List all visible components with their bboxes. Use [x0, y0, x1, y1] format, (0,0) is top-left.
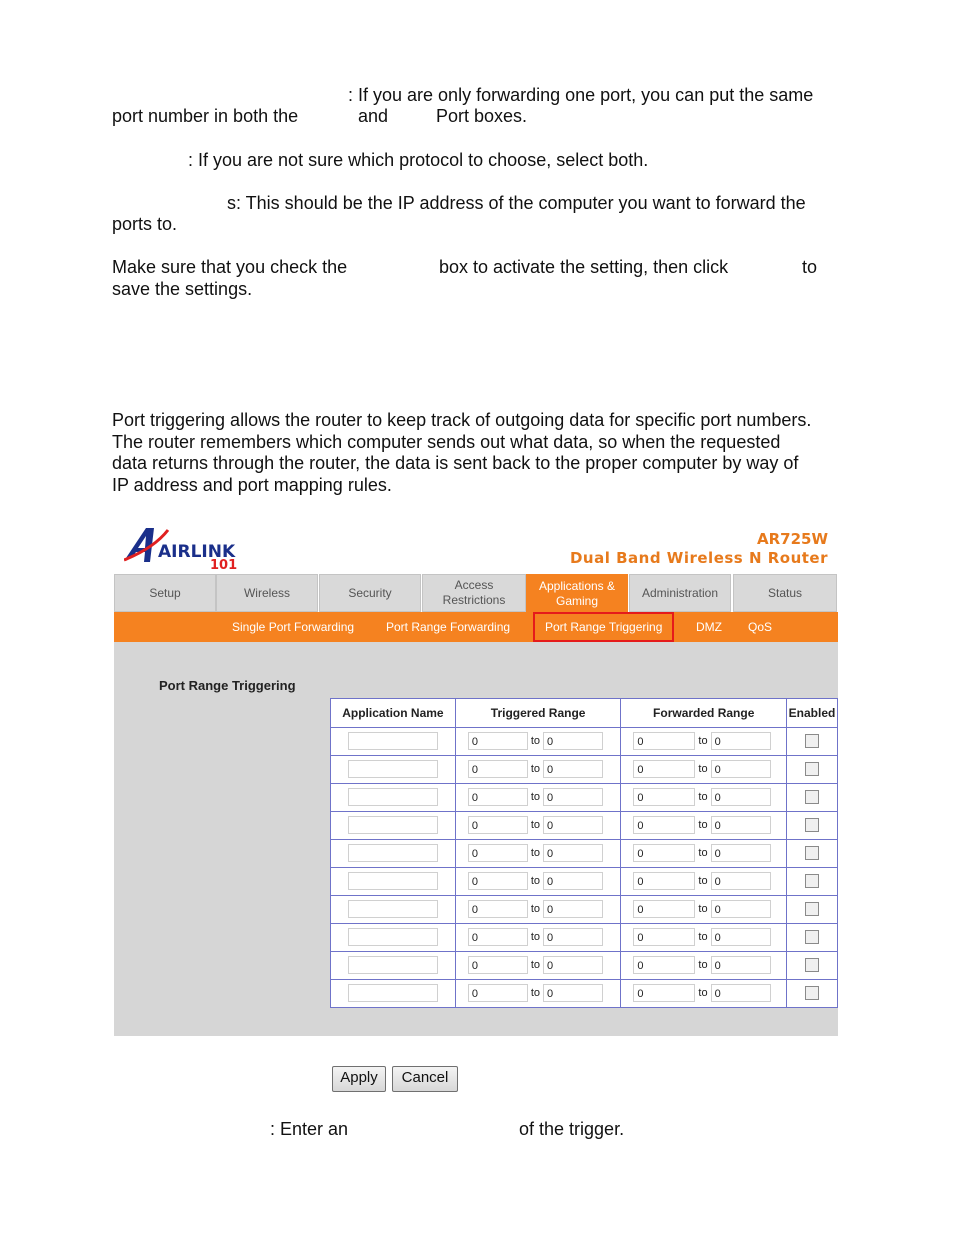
to-label: to — [530, 931, 541, 944]
to-label: to — [698, 847, 708, 860]
table-row — [331, 924, 838, 952]
triggered-end-port-input[interactable]: 0 — [543, 732, 603, 750]
table-row — [331, 784, 838, 812]
forwarded-end-port-input[interactable]: 0 — [711, 816, 771, 834]
content-panel — [114, 642, 838, 1036]
sub-navigation — [114, 612, 838, 642]
doc-text-line: Make sure that you check the — [112, 257, 348, 277]
logo-number: 101 — [210, 558, 238, 573]
to-label: to — [698, 763, 708, 776]
tab-security[interactable]: Security — [319, 574, 421, 612]
to-label: to — [698, 903, 708, 916]
triggered-end-port-input[interactable]: 0 — [543, 956, 603, 974]
triggered-end-port-input[interactable]: 0 — [543, 844, 603, 862]
table-row — [331, 840, 838, 868]
enabled-checkbox[interactable] — [805, 958, 819, 972]
forwarded-end-port-input[interactable]: 0 — [711, 844, 771, 862]
triggered-start-port-input[interactable]: 0 — [468, 788, 528, 806]
tab-administration[interactable]: Administration — [629, 574, 731, 612]
doc-text-line: box to activate the setting, then click — [439, 257, 729, 277]
forwarded-start-port-input[interactable]: 0 — [633, 956, 695, 974]
triggered-start-port-input[interactable]: 0 — [468, 816, 528, 834]
application-name-input[interactable] — [348, 872, 438, 890]
column-header: Enabled — [787, 699, 838, 728]
to-label: to — [530, 959, 541, 972]
doc-text-line: of the trigger. — [519, 1119, 625, 1139]
column-header: Forwarded Range — [621, 699, 787, 728]
triggered-start-port-input[interactable]: 0 — [468, 844, 528, 862]
triggered-end-port-input[interactable]: 0 — [543, 816, 603, 834]
application-name-input[interactable] — [348, 760, 438, 778]
enabled-checkbox[interactable] — [805, 818, 819, 832]
to-label: to — [698, 791, 708, 804]
apply-button[interactable]: Apply — [332, 1066, 386, 1092]
doc-text-line: : If you are not sure which protocol to choose, select both. — [188, 150, 649, 170]
triggered-start-port-input[interactable]: 0 — [468, 732, 528, 750]
port-triggering-table — [330, 698, 838, 1008]
router-model — [570, 530, 828, 568]
router-screenshot — [114, 516, 838, 1036]
forwarded-end-port-input[interactable]: 0 — [711, 928, 771, 946]
doc-text-line: ports to. — [112, 214, 178, 234]
to-label: to — [530, 903, 541, 916]
application-name-input[interactable] — [348, 984, 438, 1002]
column-header: Triggered Range — [455, 699, 621, 728]
enabled-checkbox[interactable] — [805, 930, 819, 944]
triggered-end-port-input[interactable]: 0 — [543, 900, 603, 918]
subnav-dmz[interactable]: DMZ — [696, 620, 722, 634]
doc-text-line: s: This should be the IP address of the computer you want to forward the — [227, 193, 806, 213]
forwarded-start-port-input[interactable]: 0 — [633, 900, 695, 918]
enabled-checkbox[interactable] — [805, 902, 819, 916]
forwarded-start-port-input[interactable]: 0 — [633, 872, 695, 890]
to-label: to — [698, 875, 708, 888]
doc-text-line: The router remembers which computer sends out what data, so when the requested — [112, 432, 781, 452]
enabled-checkbox[interactable] — [805, 734, 819, 748]
triggered-start-port-input[interactable]: 0 — [468, 900, 528, 918]
triggered-end-port-input[interactable]: 0 — [543, 872, 603, 890]
doc-text-line: save the settings. — [112, 279, 253, 299]
forwarded-start-port-input[interactable]: 0 — [633, 788, 695, 806]
doc-text-line: to — [802, 257, 818, 277]
application-name-input[interactable] — [348, 816, 438, 834]
table-row — [331, 980, 838, 1008]
enabled-checkbox[interactable] — [805, 846, 819, 860]
tab-access-restrictions[interactable]: Access Restrictions — [422, 574, 526, 612]
table-row — [331, 952, 838, 980]
to-label: to — [530, 791, 541, 804]
cancel-button[interactable]: Cancel — [392, 1066, 458, 1092]
forwarded-start-port-input[interactable]: 0 — [633, 816, 695, 834]
to-label: to — [698, 987, 708, 1000]
airlink-logo — [124, 522, 244, 574]
triggered-start-port-input[interactable]: 0 — [468, 760, 528, 778]
forwarded-end-port-input[interactable]: 0 — [711, 900, 771, 918]
application-name-input[interactable] — [348, 788, 438, 806]
enabled-checkbox[interactable] — [805, 874, 819, 888]
enabled-checkbox[interactable] — [805, 986, 819, 1000]
logo-text: AIRLINK — [158, 542, 236, 562]
enabled-checkbox[interactable] — [805, 790, 819, 804]
column-header: Application Name — [331, 699, 456, 728]
tab-setup[interactable]: Setup — [114, 574, 216, 612]
main-tabs — [114, 574, 838, 612]
triggered-end-port-input[interactable]: 0 — [543, 760, 603, 778]
application-name-input[interactable] — [348, 732, 438, 750]
subnav-qos[interactable]: QoS — [748, 620, 773, 634]
tab-status[interactable]: Status — [733, 574, 837, 612]
to-label: to — [698, 931, 708, 944]
to-label: to — [530, 735, 541, 748]
table-row — [331, 896, 838, 924]
to-label: to — [530, 875, 541, 888]
to-label: to — [698, 819, 708, 832]
doc-text-line: : Enter an — [270, 1119, 349, 1139]
triggered-start-port-input[interactable]: 0 — [468, 984, 528, 1002]
to-label: to — [698, 735, 708, 748]
forwarded-end-port-input[interactable]: 0 — [711, 732, 771, 750]
triggered-end-port-input[interactable]: 0 — [543, 788, 603, 806]
forwarded-end-port-input[interactable]: 0 — [711, 956, 771, 974]
enabled-checkbox[interactable] — [805, 762, 819, 776]
doc-text-line: port number in both the — [112, 106, 299, 126]
tab-applications-gaming[interactable]: Applications & Gaming — [526, 574, 628, 614]
forwarded-start-port-input[interactable]: 0 — [633, 928, 695, 946]
forwarded-end-port-input[interactable]: 0 — [711, 984, 771, 1002]
to-label: to — [530, 763, 541, 776]
doc-text-line: Port triggering allows the router to keep track of outgoing data for specific port numbers. — [112, 410, 812, 430]
forwarded-end-port-input[interactable]: 0 — [711, 788, 771, 806]
product-name: Dual Band Wireless N Router — [569, 549, 828, 567]
to-label: to — [530, 987, 541, 1000]
doc-text-line: data returns through the router, the data is sent back to the proper computer by way of — [112, 453, 799, 473]
forwarded-end-port-input[interactable]: 0 — [711, 760, 771, 778]
table-row — [331, 756, 838, 784]
table-row — [331, 868, 838, 896]
table-row — [331, 728, 838, 756]
application-name-input[interactable] — [348, 844, 438, 862]
forwarded-start-port-input[interactable]: 0 — [633, 732, 695, 750]
to-label: to — [530, 847, 541, 860]
subnav-port-range-forwarding[interactable]: Port Range Forwarding — [386, 620, 511, 634]
triggered-start-port-input[interactable]: 0 — [468, 956, 528, 974]
subnav-single-port-forwarding[interactable]: Single Port Forwarding — [232, 620, 355, 634]
doc-text-line: Port boxes. — [436, 106, 528, 126]
section-title: Port Range Triggering — [159, 678, 296, 693]
doc-text-line: : If you are only forwarding one port, you can put the same — [348, 85, 814, 105]
doc-text-line: and — [358, 106, 389, 126]
triggered-start-port-input[interactable]: 0 — [468, 872, 528, 890]
application-name-input[interactable] — [348, 956, 438, 974]
subnav-port-range-triggering[interactable]: Port Range Triggering — [533, 612, 674, 642]
triggered-start-port-input[interactable]: 0 — [468, 928, 528, 946]
tab-wireless[interactable]: Wireless — [216, 574, 318, 612]
application-name-input[interactable] — [348, 900, 438, 918]
forwarded-start-port-input[interactable]: 0 — [633, 844, 695, 862]
application-name-input[interactable] — [348, 928, 438, 946]
forwarded-start-port-input[interactable]: 0 — [633, 760, 695, 778]
to-label: to — [530, 819, 541, 832]
triggered-end-port-input[interactable]: 0 — [543, 984, 603, 1002]
forwarded-end-port-input[interactable]: 0 — [711, 872, 771, 890]
table-row — [331, 812, 838, 840]
triggered-end-port-input[interactable]: 0 — [543, 928, 603, 946]
to-label: to — [698, 959, 708, 972]
doc-text-line: IP address and port mapping rules. — [112, 475, 392, 495]
forwarded-start-port-input[interactable]: 0 — [633, 984, 695, 1002]
model-name: AR725W — [756, 530, 828, 548]
